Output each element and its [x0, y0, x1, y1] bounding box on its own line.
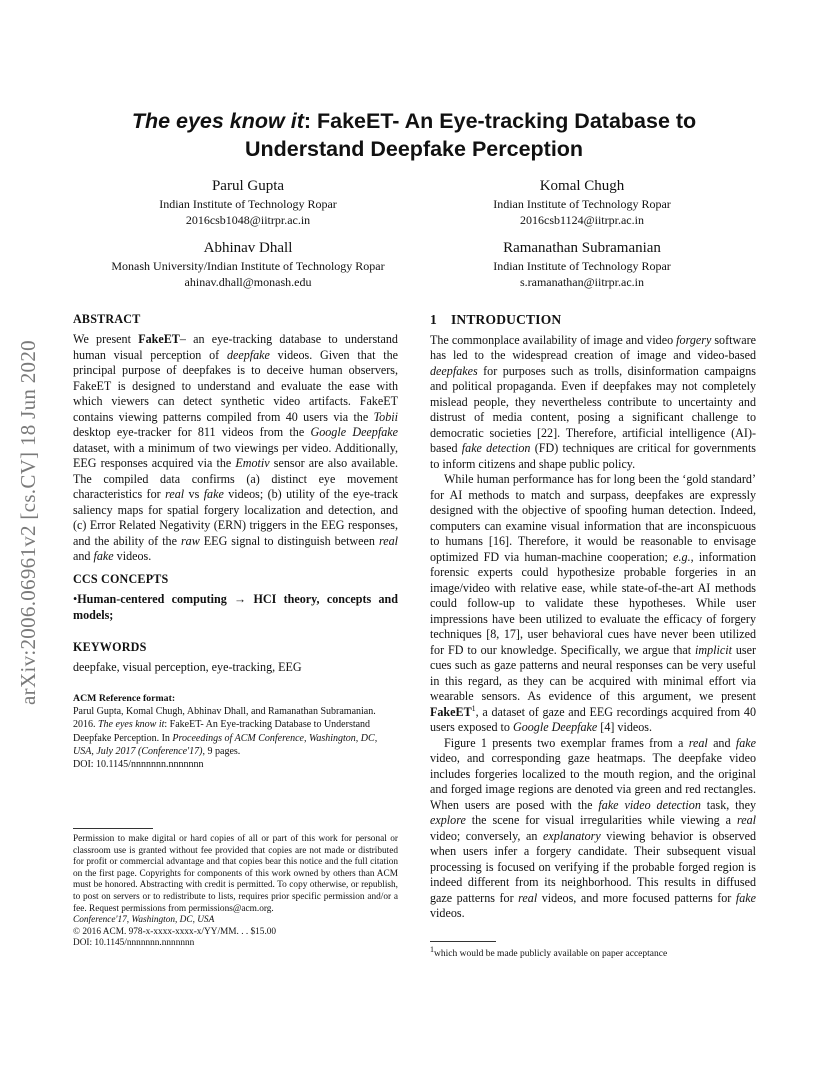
- intro-paragraph-1: The commonplace availability of image and video forgery software has led to the widespread creation of image and video-based deepfakes for purposes such as trolls, disinformation campaigns and political propaganda. Even if deepfakes may not completely mislead people, they nevertheless contribute to uncertainty and distrust of media content, posing a significant challenge to democratic societies [22]. Therefore, artificial intelligence (AI)-based fake detection (FD) techniques are critical for governments to inform citizens and shape public policy.: [430, 332, 757, 471]
- section-heading: [430, 312, 756, 328]
- reference-format-heading: ACM Reference format:: [73, 693, 176, 704]
- reference-format-body: Parul Gupta, Komal Chugh, Abhinav Dhall, and Ramanathan Subramanian. 2016. The eyes know it: FakeET- An Eye-tracking Database to Understand Deepfake Perception. In Proceedings of ACM Conference, Washington, DC, USA, July 2017 (Conference'17), 9 pages.: [73, 706, 378, 757]
- footnote-text: $^1$which would be made publicly available on paper acceptance: [430, 944, 668, 959]
- author-affiliation: Indian Institute of Technology Ropar: [493, 197, 671, 211]
- author-block: [98, 238, 398, 290]
- introduction-section: [430, 312, 756, 922]
- copyright-doi: DOI: 10.1145/nnnnnnn.nnnnnnn: [73, 938, 195, 949]
- author-email: ahinav.dhall@monash.edu: [184, 275, 312, 289]
- author-block: [432, 238, 732, 290]
- intro-paragraph-2: While human performance has for long been the ‘gold standard’ for AI methods to match and surpass, deepfakes are expressly designed with the objective of spoofing human detection. Indeed, computers can examine visual information that are inconspicuous to humans [16]. Therefore, it would be reasonable to envisage optimized FD via human-machine cooperation; e.g., information forensic experts could hypothesize probable forgeries in an image/video with relative ease, while state-of-the-art AI methods could follow-up to validate these hypotheses. While user impressions have been utilized to evaluate the efficacy of forgery techniques [8, 17], user behavioral cues have never been utilized for FD to our knowledge. Specifically, we argue that implicit user cues such as gaze patterns and neural responses can be very useful in this regard, as they can be acquired with minimal effort via wearable sensors. As evidence of this argument, we present FakeET$^1$, a dataset of gaze and EEG recordings acquired from 40 users exposed to Google Deepfake [4] videos.: [430, 472, 757, 734]
- footnote: [430, 941, 756, 960]
- copyright-rule: [73, 828, 153, 829]
- ccs-heading: CCS CONCEPTS: [73, 572, 169, 586]
- reference-doi: DOI: 10.1145/nnnnnnn.nnnnnnn: [73, 759, 204, 771]
- copyright-line: © 2016 ACM. 978-x-xxxx-xxxx-x/YY/MM. . . $15.00: [73, 926, 277, 937]
- arxiv-stamp: arXiv:2006.06961v2 [cs.CV] 18 Jun 2020: [15, 339, 40, 705]
- abstract-heading: ABSTRACT: [73, 312, 141, 326]
- author-name: Ramanathan Subramanian: [503, 240, 661, 256]
- author-email: s.ramanathan@iitrpr.ac.in: [519, 275, 644, 289]
- author-affiliation: Indian Institute of Technology Ropar: [159, 197, 337, 211]
- author-name: Komal Chugh: [539, 178, 625, 194]
- footnote-rule: [430, 941, 496, 942]
- footnote-mark: 1: [471, 703, 476, 713]
- author-email: 2016csb1048@iitrpr.ac.in: [185, 213, 311, 227]
- conference-line: Conference'17, Washington, DC, USA: [73, 915, 215, 926]
- author-affiliation: Indian Institute of Technology Ropar: [493, 259, 671, 273]
- section-number: 1: [430, 312, 437, 327]
- permission-notice: Permission to make digital or hard copies of all or part of this work for personal or classroom use is granted without fee provided that copies are not made or distributed for profit or commercial advantage and that copies bear this notice and the full citation on the first page. Copyrights for components of this work owned by others than ACM must be honored. Abstracting with credit is permitted. To copy otherwise, or republish, to post on servers or to redistribute to lists, requires prior specific permission and/or a fee. Request permissions from permissions@acm.org.: [73, 834, 398, 914]
- author-name: Abhinav Dhall: [203, 240, 293, 256]
- reference-format: [73, 692, 398, 771]
- ccs-body: •Human-centered computing → HCI theory, concepts and models;: [73, 592, 398, 622]
- author-email: 2016csb1124@iitrpr.ac.in: [520, 213, 644, 227]
- author-name: Parul Gupta: [211, 178, 285, 194]
- copyright-block: [73, 828, 398, 950]
- keywords-body: deepfake, visual perception, eye-tracking, EEG: [73, 660, 302, 674]
- section-title: INTRODUCTION: [450, 312, 562, 327]
- author-affiliation: Monash University/Indian Institute of Technology Ropar: [111, 259, 385, 273]
- paper-title: The eyes know it: FakeET- An Eye-tracking Database to Understand Deepfake Perception: [131, 109, 697, 161]
- author-block: [98, 176, 398, 228]
- keywords-heading: KEYWORDS: [73, 640, 147, 654]
- author-block: [432, 176, 732, 228]
- intro-paragraph-3: Figure 1 presents two exemplar frames from a real and fake video, and corresponding gaze heatmaps. The deepfake video includes forgeries localized to the mouth region, and the original and forged image regions are denoted via green and red rectangles. When users are posed with the fake video detection task, they explore the scene for visual irregularities while viewing a real video; conversely, an explanatory viewing behavior is observed when users infer a forgery candidate. Their subsequent visual processing is focused on verifying if the probable forged region is indeed different from its neighborhood. This results in diffused gaze patterns for real videos, and more focused patterns for fake videos.: [430, 735, 757, 920]
- abstract-body: We present FakeET– an eye-tracking database to understand human visual perception of deepfake videos. Given that the principal purpose of deepfakes is to deceive human observers, FakeET is designed to understand and evaluate the ease with which viewers can detect synthetic video artifacts. FakeET contains viewing patterns compiled from 40 users via the Tobii desktop eye-tracker for 811 videos from the Google Deepfake dataset, with a minimum of two viewings per video. Additionally, EEG responses acquired via the Emotiv sensor are also available. The compiled data confirms (a) distinct eye movement characteristics for real vs fake videos; (b) utility of the eye-track saliency maps for spatial forgery localization and detection, and (c) Error Related Negativity (ERN) triggers in the EEG responses, and the ability of the raw EEG signal to distinguish between real and fake videos.: [73, 332, 399, 563]
